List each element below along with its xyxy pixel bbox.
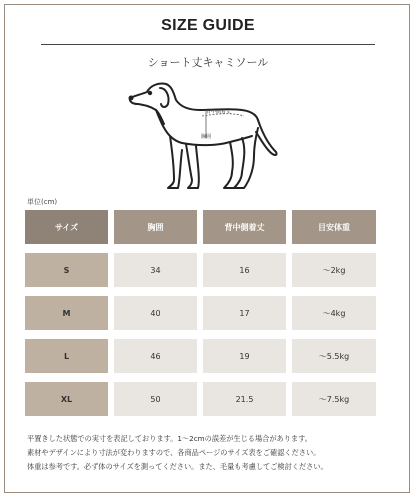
table-cell-chest: 50: [114, 382, 197, 416]
unit-label: 単位(cm): [27, 198, 58, 206]
note-line: 平置きした状態での実寸を表記しております。1〜2cmの誤差が生じる場合があります。: [27, 434, 312, 443]
back-length-label: 背中側着丈: [206, 109, 232, 115]
table-cell-size: M: [25, 296, 108, 330]
table-header-back-length: 背中側着丈: [203, 210, 286, 244]
note-line: 体重は参考です。必ず体のサイズを測ってください。また、毛量も考慮してご検討ください。: [27, 462, 328, 471]
table-cell-size: S: [25, 253, 108, 287]
product-name: ショート丈キャミソール: [147, 56, 269, 69]
table-header-size: サイズ: [25, 210, 108, 244]
table-cell-back-length: 21.5: [203, 382, 286, 416]
chest-label: 胸囲: [201, 134, 212, 140]
notes: [27, 432, 328, 474]
table-cell-chest: 34: [114, 253, 197, 287]
table-cell-back-length: 17: [203, 296, 286, 330]
table-cell-weight: 〜7.5kg: [292, 382, 376, 416]
table-cell-back-length: 16: [203, 253, 286, 287]
table-cell-size: XL: [25, 382, 108, 416]
table-cell-chest: 40: [114, 296, 197, 330]
note-line: 素材やデザインにより寸法が変わりますので、各商品ページのサイズ表をご確認ください。: [27, 448, 321, 457]
table-cell-weight: 〜4kg: [292, 296, 376, 330]
table-header-chest: 胸囲: [114, 210, 197, 244]
table-cell-back-length: 19: [203, 339, 286, 373]
table-cell-weight: 〜2kg: [292, 253, 376, 287]
size-table: [25, 210, 376, 416]
title-divider: [41, 44, 375, 45]
table-header-weight: 目安体重: [292, 210, 376, 244]
page-title: SIZE GUIDE: [161, 17, 255, 34]
table-cell-chest: 46: [114, 339, 197, 373]
table-cell-size: L: [25, 339, 108, 373]
table-cell-weight: 〜5.5kg: [292, 339, 376, 373]
